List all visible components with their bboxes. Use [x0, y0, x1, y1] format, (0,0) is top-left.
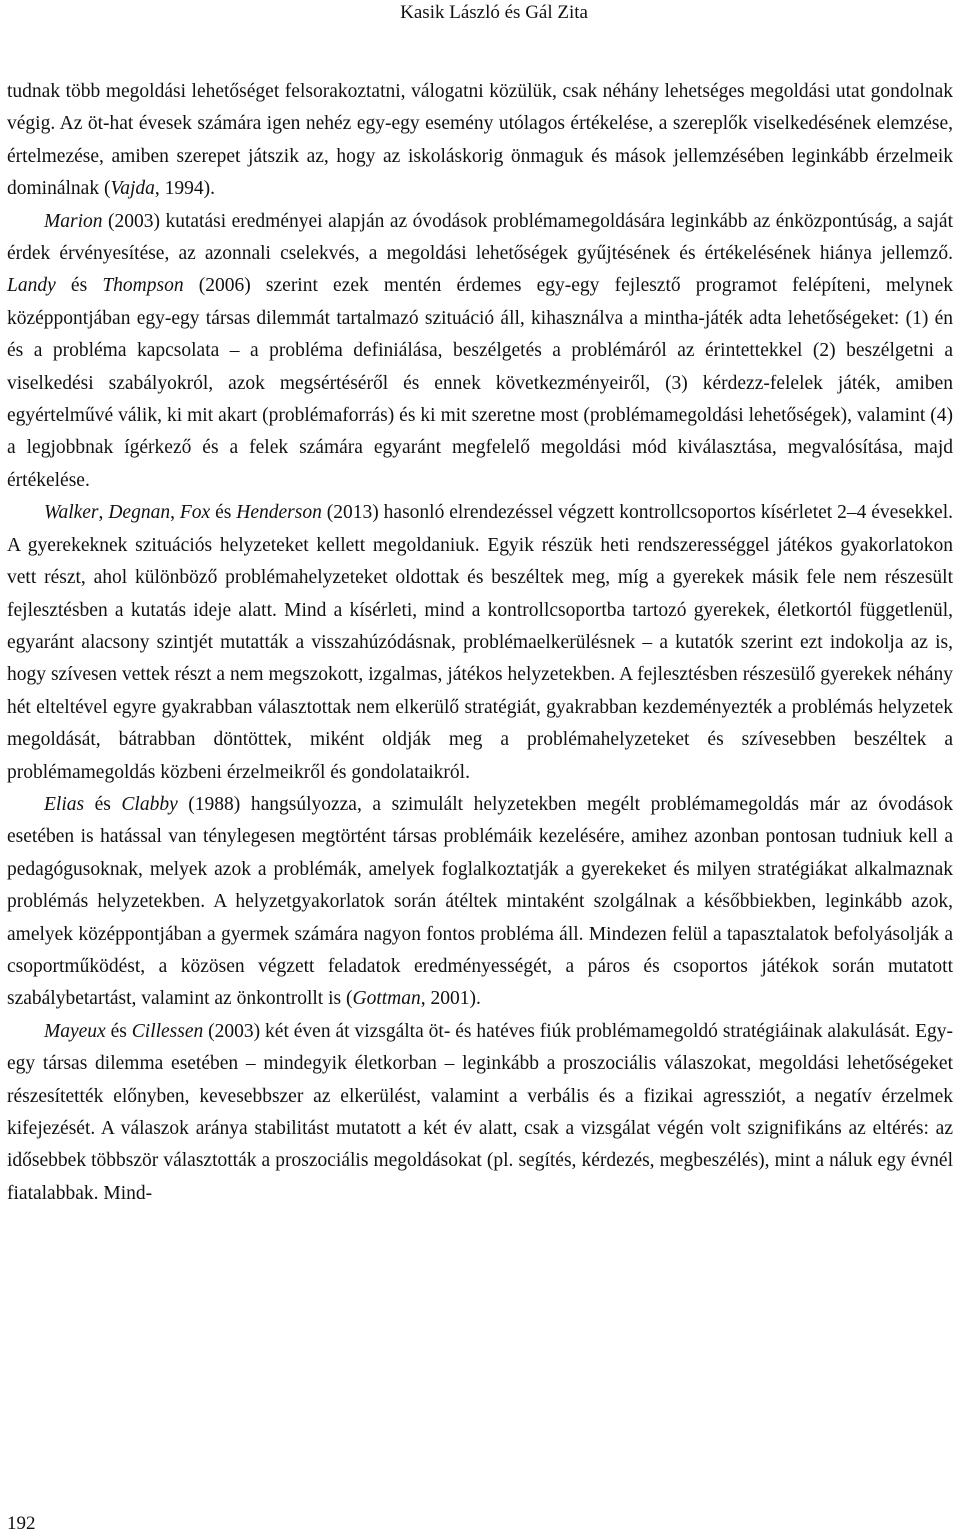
text-run: és	[105, 1020, 132, 1042]
cited-author: Marion	[44, 210, 103, 232]
text-run: és	[210, 502, 237, 524]
text-run: ,	[170, 502, 180, 524]
cited-author: Cillessen	[131, 1020, 204, 1042]
running-header: Kasik László és Gál Zita	[400, 2, 588, 23]
text-run: (1988) hangsúlyozza, a szimulált helyzetekben megélt problémamegoldás már az óvodások esetében is hatással van ténylegesen megtörtént társas problémáik kezelésére, amihez azonban pontosan tudniuk kell a pedagógusoknak, melyek azok a problémák, amelyek foglalkoztatják a gyerekeket és milyen stratégiákat alkalmaznak problémás helyzetekben. A helyzetgyakorlatok során átéltek mintaként szolgálnak a későbbiekben, leginkább azok, amelyek középpontjában a gyermek számára nagyon fontos probléma áll. Mindezen felül a tapasztalatok befolyásolják a csoportműködést, a közösen végzett feladatok eredményességét, a páros és csoportos játékok során mutatott szabálybetartást, valamint az önkontrollt is (	[7, 793, 953, 1010]
cited-author: Mayeux	[44, 1020, 106, 1042]
cited-author: Fox	[179, 502, 211, 524]
text-run: és	[84, 793, 122, 815]
cited-author: Clabby	[121, 793, 178, 815]
text-run: , 2001).	[420, 988, 481, 1010]
text-run: , 1994).	[154, 178, 215, 200]
text-run: (2003) kutatási eredményei alapján az óvodások problémamegoldására leginkább az énközpontúság, a saját érdek érvényesítése, az azonnali cselekvés, a megoldási lehetőségek gyűjtésének és értékelésének hiánya jellemző.	[7, 210, 953, 265]
paragraph	[7, 497, 953, 789]
cited-author: Henderson	[236, 502, 322, 524]
text-run: (2003) két éven át vizsgálta öt- és hatéves fiúk problémamegoldó stratégiáinak alakulását. Egy-egy társas dilemma esetében – mindegyik életkorban – leginkább a proszociális válaszokat, megoldási lehetőségeket részesítették előnyben, kevesebbszer az elkerülést, valamint a verbális és a fizikai agressziót, a negatív érzelmek kifejezését. A válaszok aránya stabilitást mutatott a két év alatt, csak a vizsgálat végén volt szignifikáns az eltérés: az idősebbek többször választották a proszociális megoldásokat (pl. segítés, kérdezés, megbeszélés), mint a náluk egy évnél fiatalabbak. Mind-	[7, 1020, 953, 1204]
paragraph	[7, 206, 953, 498]
paragraph	[7, 789, 953, 1016]
cited-author: Landy	[7, 275, 56, 297]
page-number: 192	[7, 1513, 36, 1534]
body-text	[7, 76, 953, 1210]
cited-author: Elias	[44, 793, 85, 815]
cited-author: Degnan	[108, 502, 171, 524]
text-run: és	[55, 275, 103, 297]
cited-author: Vajda	[110, 178, 155, 200]
paragraph	[7, 76, 953, 206]
text-run: (2006) szerint ezek mentén érdemes egy-egy fejlesztő programot felépíteni, melynek középpontjában egy-egy társas dilemmát tartalmazó szituáció áll, kihasználva a mintha-játék adta lehetőségeket: (1) én és a probléma kapcsolata – a probléma definiálása, beszélgetés a problémáról az érintettekkel (2) beszélgetni a viselkedési szabályokról, azok megsértéséről és ennek következményeiről, (3) kérdezz-felelek játék, amiben egyértelművé válik, ki mit akart (problémaforrás) és ki mit szeretne most (problémamegoldási lehetőségek), valamint (4) a legjobbnak ígérkező és a felek számára egyaránt megfelelő megoldási mód kiválasztása, megvalósítása, majd értékelése.	[7, 275, 953, 491]
cited-author: Walker	[44, 502, 99, 524]
cited-author: Gottman	[352, 988, 421, 1010]
text-run: ,	[98, 502, 109, 524]
paragraph	[7, 1016, 953, 1210]
cited-author: Thompson	[102, 275, 184, 297]
text-run: (2013) hasonló elrendezéssel végzett kontrollcsoportos kísérletet 2–4 évesekkel. A gyerekeknek szituációs helyzeteket kellett megoldaniuk. Egyik részük heti rendszerességgel játékos gyakorlatokon vett részt, ahol különböző problémahelyzeteket oldottak és beszéltek meg, míg a gyerekek másik fele nem részesült fejlesztésben a kutatás ideje alatt. Mind a kísérleti, mind a kontrollcsoportba tartozó gyerekek, életkortól függetlenül, egyaránt alacsony szintjét mutatták a visszahúzódásnak, problémaelkerülésnek – a kutatók szerint ezt indokolja az is, hogy szívesen vettek részt a nem megszokott, izgalmas, játékos helyzetekben. A fejlesztésben részesülő gyerekek néhány hét elteltével egyre gyakrabban választottak nem elkerülő stratégiát, gyakrabban kezdeményezték a problémás helyzetek megoldását, bátrabban döntöttek, miként oldják meg a problémahelyzeteket és szívesebben beszéltek a problémamegoldás közbeni érzelmeikről és gondolataikról.	[7, 502, 954, 783]
text-run: tudnak több megoldási lehetőséget felsorakoztatni, válogatni közülük, csak néhány lehetséges megoldási utat gondolnak végig. Az öt-hat évesek számára igen nehéz egy-egy esemény utólagos értékelése, a szereplők viselkedésének elemzése, értelmezése, amiben szerepet játszik az, hogy az iskoláskorig önmaguk és mások jellemzésében leginkább érzelmeik dominálnak (	[7, 81, 953, 200]
